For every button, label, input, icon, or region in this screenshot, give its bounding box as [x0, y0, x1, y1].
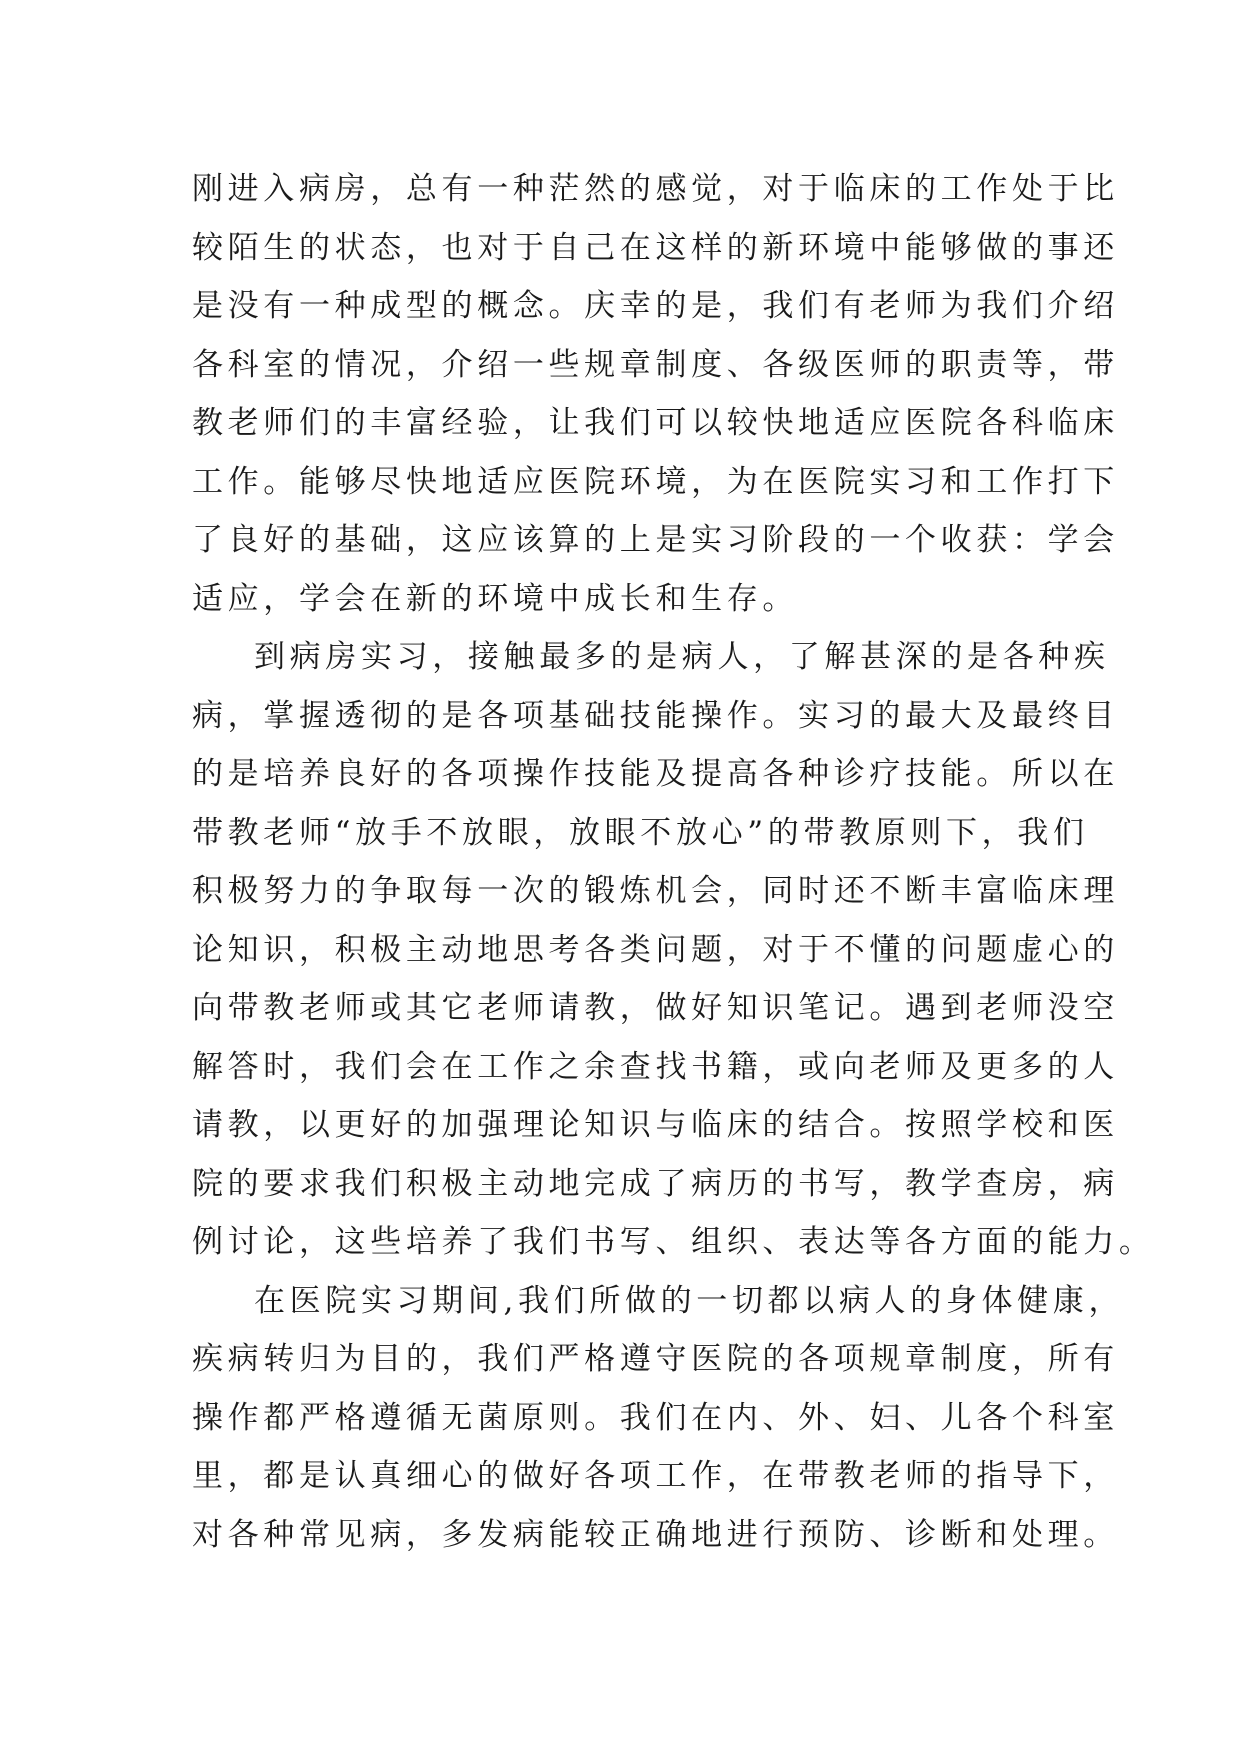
- text-line-17: 请教，以更好的加强理论知识与临床的结合。按照学校和医: [192, 1107, 1119, 1143]
- text-line-18: 院的要求我们积极主动地完成了病历的书写，教学查房，病: [192, 1165, 1119, 1202]
- text-line-3: 是没有一种成型的概念。庆幸的是，我们有老师为我们介绍: [192, 288, 1119, 324]
- text-line-7: 了良好的基础，这应该算的上是实习阶段的一个收获：学会: [192, 522, 1119, 558]
- text-line-4: 各科室的情况，介绍一些规章制度、各级医师的职责等，带: [192, 346, 1119, 383]
- text-line-2: 较陌生的状态，也对于自己在这样的新环境中能够做的事还: [192, 229, 1119, 266]
- text-line-16: 解答时，我们会在工作之余查找书籍，或向老师及更多的人: [192, 1048, 1119, 1085]
- text-line-5: 教老师们的丰富经验，让我们可以较快地适应医院各科临床: [192, 405, 1119, 441]
- text-line-6: 工作。能够尽快地适应医院环境，为在医院实习和工作打下: [192, 463, 1119, 500]
- text-line-1: 刚进入病房，总有一种茫然的感觉，对于临床的工作处于比: [192, 171, 1119, 207]
- body-text: [192, 160, 1155, 1564]
- text-line-14: 论知识，积极主动地思考各类问题，对于不懂的问题虚心的: [192, 931, 1119, 968]
- text-line-9: 到病房实习，接触最多的是病人，了解甚深的是各种疾: [254, 639, 1110, 675]
- text-line-22: 操作都严格遵循无菌原则。我们在内、外、妇、儿各个科室: [192, 1399, 1119, 1436]
- text-line-15: 向带教老师或其它老师请教，做好知识笔记。遇到老师没空: [192, 990, 1119, 1026]
- text-line-11: 的是培养良好的各项操作技能及提高各种诊疗技能。所以在: [192, 756, 1119, 792]
- text-line-21: 疾病转归为目的，我们严格遵守医院的各项规章制度，所有: [192, 1341, 1119, 1377]
- text-line-10: 病，掌握透彻的是各项基础技能操作。实习的最大及最终目: [192, 697, 1119, 734]
- text-line-19: 例讨论，这些培养了我们书写、组织、表达等各方面的能力。: [192, 1224, 1155, 1260]
- text-line-12: 带教老师“放手不放眼，放眼不放心”的带教原则下，我们: [192, 814, 1089, 851]
- text-line-13: 积极努力的争取每一次的锻炼机会，同时还不断丰富临床理: [192, 873, 1119, 909]
- text-line-23: 里，都是认真细心的做好各项工作，在带教老师的指导下，: [192, 1458, 1119, 1494]
- text-line-8: 适应，学会在新的环境中成长和生存。: [192, 580, 799, 617]
- text-line-24: 对各种常见病，多发病能较正确地进行预防、诊断和处理。: [192, 1516, 1119, 1553]
- text-line-20: 在医院实习期间,我们所做的一切都以病人的身体健康，: [254, 1282, 1125, 1319]
